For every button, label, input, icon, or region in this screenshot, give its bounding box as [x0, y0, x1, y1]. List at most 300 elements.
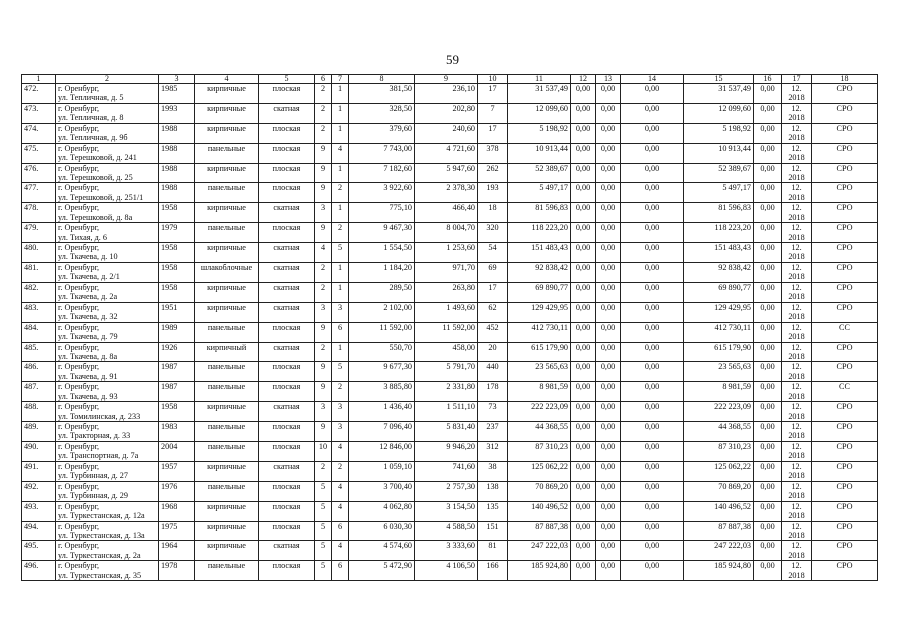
cell-text: 0,00: [600, 103, 616, 113]
cell-text: 0,00: [600, 243, 616, 253]
table-cell: [22, 263, 56, 283]
cell-text: 0,00: [575, 163, 591, 173]
table-cell: [159, 342, 195, 362]
cell-text: 1 511,10: [446, 402, 475, 412]
cell-text: 12.: [791, 183, 802, 193]
table-cell: [571, 302, 596, 322]
cell-text: 466,40: [452, 203, 475, 213]
table-cell: [684, 163, 754, 183]
table-cell: [782, 123, 812, 143]
cell-text: кирпичные: [207, 461, 246, 471]
table-cell: [508, 342, 571, 362]
cell-text: кирпичные: [207, 302, 246, 312]
table-cell: [415, 362, 478, 382]
table-cell: [812, 362, 878, 382]
table-cell: [159, 422, 195, 442]
table-cell: [56, 183, 159, 203]
table-cell: [754, 481, 782, 501]
table-cell: [315, 223, 332, 243]
cell-text: 1957: [161, 461, 178, 471]
table-cell: [332, 481, 349, 501]
table-cell: [159, 263, 195, 283]
cell-text: 4: [337, 143, 343, 153]
cell-text: панельные: [207, 362, 246, 372]
cell-text: 17: [488, 123, 497, 133]
table-cell: [259, 84, 315, 104]
table-cell: [478, 223, 508, 243]
table-cell: [415, 143, 478, 163]
cell-text: 1 554,50: [383, 243, 412, 253]
table-cell: [571, 461, 596, 481]
table-cell: [684, 481, 754, 501]
table-cell: [782, 561, 812, 581]
table-cell: [415, 342, 478, 362]
column-number-header: 15: [684, 75, 754, 84]
table-cell: [415, 501, 478, 521]
cell-text: плоская: [272, 143, 301, 153]
table-cell: [315, 243, 332, 263]
table-cell: [596, 521, 621, 541]
table-cell: [754, 203, 782, 223]
table-cell: [684, 422, 754, 442]
cell-text: 12.: [791, 402, 802, 412]
table-cell: [684, 382, 754, 402]
cell-text: 118 223,20: [714, 223, 751, 233]
column-number-header: 3: [159, 75, 195, 84]
table-cell: [22, 143, 56, 163]
cell-text: СРО: [836, 422, 853, 432]
table-cell: [571, 103, 596, 123]
cell-text: 3: [337, 402, 343, 412]
table-cell: [596, 481, 621, 501]
cell-text: ул. Туркестанская, д. 12а: [58, 511, 145, 520]
cell-text: 0,00: [644, 402, 660, 412]
cell-text: 4 062,80: [383, 501, 412, 511]
table-cell: [782, 422, 812, 442]
table-cell: [56, 322, 159, 342]
table-cell: [195, 282, 259, 302]
table-cell: [22, 481, 56, 501]
cell-text: плоская: [272, 382, 301, 392]
cell-text: 12.: [791, 342, 802, 352]
table-cell: [22, 362, 56, 382]
cell-text: 3: [337, 422, 343, 432]
table-cell: [22, 322, 56, 342]
cell-text: плоская: [272, 322, 301, 332]
table-cell: [754, 442, 782, 462]
table-cell: [195, 541, 259, 561]
cell-text: г. Оренбург,: [58, 382, 100, 392]
table-cell: [571, 521, 596, 541]
table-row: [22, 402, 878, 422]
table-cell: [812, 302, 878, 322]
table-cell: [56, 402, 159, 422]
cell-text: 0,00: [644, 362, 660, 372]
table-cell: [782, 263, 812, 283]
cell-text: 12 099,60: [535, 103, 568, 113]
cell-text: СРО: [836, 243, 853, 253]
table-cell: [332, 442, 349, 462]
cell-text: ул. Турбинная, д. 29: [58, 491, 128, 501]
cell-text: 12 099,60: [718, 103, 751, 113]
table-cell: [56, 223, 159, 243]
cell-text: 7 743,00: [383, 143, 412, 153]
table-cell: [754, 183, 782, 203]
table-cell: [315, 382, 332, 402]
cell-text: 2018: [788, 172, 805, 182]
table-cell: [508, 382, 571, 402]
table-cell: [478, 123, 508, 143]
table-cell: [812, 521, 878, 541]
cell-text: 481.: [24, 263, 39, 273]
cell-text: 0,00: [600, 342, 616, 352]
table-cell: [415, 521, 478, 541]
table-cell: [195, 103, 259, 123]
cell-text: г. Оренбург,: [58, 282, 100, 292]
cell-text: 2018: [788, 391, 805, 401]
cell-text: 2018: [788, 351, 805, 361]
cell-text: панельные: [207, 183, 246, 193]
table-cell: [259, 302, 315, 322]
cell-text: 0,00: [575, 243, 591, 253]
cell-text: 1958: [161, 282, 178, 292]
table-cell: [596, 103, 621, 123]
table-cell: [159, 243, 195, 263]
cell-text: 0,00: [644, 501, 660, 511]
table-cell: [596, 362, 621, 382]
cell-text: 475.: [24, 143, 39, 153]
table-cell: [349, 322, 415, 342]
cell-text: 12.: [791, 243, 802, 253]
cell-text: 0,00: [600, 163, 616, 173]
table-cell: [332, 183, 349, 203]
table-cell: [812, 442, 878, 462]
cell-text: СРО: [836, 263, 853, 273]
table-cell: [332, 302, 349, 322]
table-cell: [349, 123, 415, 143]
column-number-header: 1: [22, 75, 56, 84]
table-cell: [332, 422, 349, 442]
table-cell: [596, 461, 621, 481]
table-cell: [415, 302, 478, 322]
table-cell: [259, 521, 315, 541]
cell-text: 1958: [161, 402, 178, 412]
cell-text: 0,00: [760, 461, 775, 471]
cell-text: скатная: [273, 402, 300, 412]
table-cell: [812, 103, 878, 123]
cell-text: 0,00: [760, 481, 775, 491]
cell-text: 0,00: [760, 322, 775, 332]
table-cell: [782, 84, 812, 104]
cell-text: 8 004,70: [446, 223, 475, 233]
cell-text: 0,00: [760, 263, 775, 273]
table-cell: [754, 422, 782, 442]
cell-text: 0,00: [644, 203, 660, 213]
table-cell: [508, 422, 571, 442]
cell-text: 92 838,42: [535, 263, 568, 273]
table-cell: [508, 163, 571, 183]
cell-text: 5 831,40: [446, 422, 475, 432]
cell-text: 0,00: [600, 362, 616, 372]
cell-text: 166: [486, 561, 499, 571]
table-cell: [596, 402, 621, 422]
cell-text: 125 062,22: [714, 461, 751, 471]
cell-text: 10: [318, 442, 328, 452]
column-number-header: 13: [596, 75, 621, 84]
cell-text: 3: [320, 203, 326, 213]
table-cell: [259, 263, 315, 283]
cell-text: 12.: [791, 461, 802, 471]
cell-text: 0,00: [760, 501, 775, 511]
table-cell: [621, 382, 684, 402]
cell-text: ул. Терешковой, д. 241: [58, 152, 137, 162]
table-cell: [349, 163, 415, 183]
table-cell: [621, 282, 684, 302]
cell-text: 0,00: [575, 183, 591, 193]
cell-text: 9: [320, 382, 326, 392]
cell-text: 0,00: [644, 422, 660, 432]
table-cell: [684, 282, 754, 302]
table-row: [22, 123, 878, 143]
table-cell: [415, 163, 478, 183]
table-cell: [754, 103, 782, 123]
table-cell: [621, 362, 684, 382]
table-cell: [415, 263, 478, 283]
cell-text: 12.: [791, 541, 802, 551]
cell-text: 0,00: [644, 143, 660, 153]
cell-text: панельные: [207, 561, 246, 571]
cell-text: 489.: [24, 422, 39, 432]
table-cell: [22, 123, 56, 143]
table-cell: [349, 103, 415, 123]
table-cell: [259, 481, 315, 501]
cell-text: 479.: [24, 223, 39, 233]
cell-text: 4 588,50: [446, 521, 475, 531]
table-cell: [56, 342, 159, 362]
table-cell: [508, 223, 571, 243]
table-row: [22, 382, 878, 402]
cell-text: 12.: [791, 263, 802, 273]
table-cell: [349, 143, 415, 163]
table-cell: [508, 103, 571, 123]
table-cell: [812, 263, 878, 283]
table-cell: [415, 203, 478, 223]
table-cell: [259, 362, 315, 382]
table-cell: [478, 461, 508, 481]
cell-text: 9: [320, 322, 326, 332]
table-cell: [332, 521, 349, 541]
cell-text: 1: [337, 123, 343, 133]
column-number-header: 8: [349, 75, 415, 84]
table-cell: [684, 501, 754, 521]
cell-text: 12.: [791, 203, 802, 213]
cell-text: 440: [486, 362, 499, 372]
cell-text: 2018: [788, 431, 805, 441]
column-number-header: 2: [56, 75, 159, 84]
cell-text: кирпичные: [207, 243, 246, 253]
table-cell: [195, 223, 259, 243]
cell-text: 5: [320, 561, 326, 571]
cell-text: 9 677,30: [383, 362, 412, 372]
table-cell: [159, 501, 195, 521]
cell-text: 5 198,92: [539, 123, 568, 133]
cell-text: 480.: [24, 243, 39, 253]
cell-text: СРО: [836, 203, 853, 213]
cell-text: 0,00: [760, 282, 775, 292]
table-cell: [259, 143, 315, 163]
table-cell: [478, 282, 508, 302]
table-cell: [159, 481, 195, 501]
table-cell: [621, 302, 684, 322]
cell-text: 1978: [161, 561, 178, 571]
cell-text: СРО: [836, 561, 853, 571]
table-cell: [812, 382, 878, 402]
table-cell: [259, 223, 315, 243]
cell-text: 12.: [791, 422, 802, 432]
table-cell: [259, 342, 315, 362]
cell-text: 87 887,38: [718, 521, 751, 531]
cell-text: 69 890,77: [718, 282, 751, 292]
table-cell: [259, 461, 315, 481]
table-cell: [478, 243, 508, 263]
cell-text: плоская: [272, 561, 301, 571]
table-cell: [754, 302, 782, 322]
cell-text: 9 946,20: [446, 442, 475, 452]
cell-text: 2: [320, 282, 326, 292]
table-cell: [478, 362, 508, 382]
table-cell: [315, 422, 332, 442]
table-cell: [596, 223, 621, 243]
table-cell: [349, 362, 415, 382]
column-number-header: 14: [621, 75, 684, 84]
cell-text: 1964: [161, 541, 178, 551]
table-cell: [478, 382, 508, 402]
cell-text: 4 106,50: [446, 561, 475, 571]
table-cell: [195, 342, 259, 362]
table-cell: [332, 103, 349, 123]
cell-text: 0,00: [644, 342, 660, 352]
cell-text: 1 436,40: [383, 402, 412, 412]
cell-text: г. Оренбург,: [58, 302, 100, 312]
cell-text: ул. Туркестанская, д. 35: [58, 570, 142, 580]
cell-text: 263,80: [452, 282, 475, 292]
table-cell: [812, 402, 878, 422]
table-cell: [621, 501, 684, 521]
cell-text: 12.: [791, 103, 802, 113]
table-cell: [684, 362, 754, 382]
table-cell: [754, 143, 782, 163]
cell-text: 491.: [24, 461, 39, 471]
table-cell: [332, 362, 349, 382]
cell-text: 312: [486, 442, 499, 452]
cell-text: 487.: [24, 382, 39, 392]
cell-text: 0,00: [760, 243, 775, 253]
cell-text: ул. Ткачева, д. 8а: [58, 351, 118, 361]
column-number-row: [22, 75, 878, 84]
table-cell: [415, 481, 478, 501]
column-number-header: 17: [782, 75, 812, 84]
cell-text: г. Оренбург,: [58, 143, 100, 153]
cell-text: ул. Терешковой, д. 25: [58, 172, 133, 182]
cell-text: 12.: [791, 382, 802, 392]
table-cell: [596, 322, 621, 342]
cell-text: 87 310,23: [535, 442, 568, 452]
table-cell: [315, 461, 332, 481]
cell-text: 5 947,60: [446, 163, 475, 173]
cell-text: 4: [337, 442, 343, 452]
cell-text: г. Оренбург,: [58, 501, 100, 511]
cell-text: 5: [337, 362, 343, 372]
table-cell: [812, 243, 878, 263]
column-number-header: 12: [571, 75, 596, 84]
table-cell: [159, 143, 195, 163]
table-cell: [508, 263, 571, 283]
table-cell: [684, 541, 754, 561]
cell-text: плоская: [272, 521, 301, 531]
table-cell: [621, 541, 684, 561]
cell-text: 0,00: [644, 263, 660, 273]
cell-text: 9: [320, 163, 326, 173]
cell-text: СРО: [836, 362, 853, 372]
table-cell: [596, 382, 621, 402]
table-cell: [259, 282, 315, 302]
table-cell: [812, 143, 878, 163]
cell-text: 12.: [791, 501, 802, 511]
column-number-header: 4: [195, 75, 259, 84]
cell-text: 495.: [24, 541, 39, 551]
table-cell: [571, 442, 596, 462]
cell-text: 0,00: [760, 163, 775, 173]
cell-text: 0,00: [575, 442, 591, 452]
cell-text: плоская: [272, 163, 301, 173]
cell-text: СРО: [836, 143, 853, 153]
cell-text: ул. Ткачева, д. 10: [58, 252, 118, 262]
cell-text: плоская: [272, 223, 301, 233]
cell-text: скатная: [273, 541, 300, 551]
cell-text: 1993: [161, 103, 178, 113]
cell-text: 54: [488, 243, 497, 253]
table-cell: [159, 183, 195, 203]
cell-text: 0,00: [600, 382, 616, 392]
table-cell: [22, 243, 56, 263]
cell-text: 202,80: [452, 103, 475, 113]
table-cell: [22, 382, 56, 402]
cell-text: 328,50: [389, 103, 412, 113]
table-cell: [332, 123, 349, 143]
table-cell: [508, 362, 571, 382]
cell-text: СС: [839, 322, 850, 332]
cell-text: СС: [839, 382, 850, 392]
cell-text: ул. Транспортная, д. 7а: [58, 451, 139, 461]
cell-text: кирпичные: [207, 402, 246, 412]
table-cell: [508, 123, 571, 143]
table-cell: [349, 402, 415, 422]
cell-text: 1: [337, 84, 343, 93]
cell-text: г. Оренбург,: [58, 243, 100, 253]
table-cell: [332, 322, 349, 342]
cell-text: 240,60: [452, 123, 475, 133]
cell-text: 2018: [788, 511, 805, 520]
cell-text: 70 869,20: [535, 481, 568, 491]
cell-text: 1988: [161, 143, 178, 153]
cell-text: г. Оренбург,: [58, 422, 100, 432]
table-cell: [621, 183, 684, 203]
table-cell: [315, 163, 332, 183]
cell-text: 5: [337, 243, 343, 253]
table-cell: [478, 163, 508, 183]
table-cell: [571, 263, 596, 283]
cell-text: 10 913,44: [718, 143, 751, 153]
